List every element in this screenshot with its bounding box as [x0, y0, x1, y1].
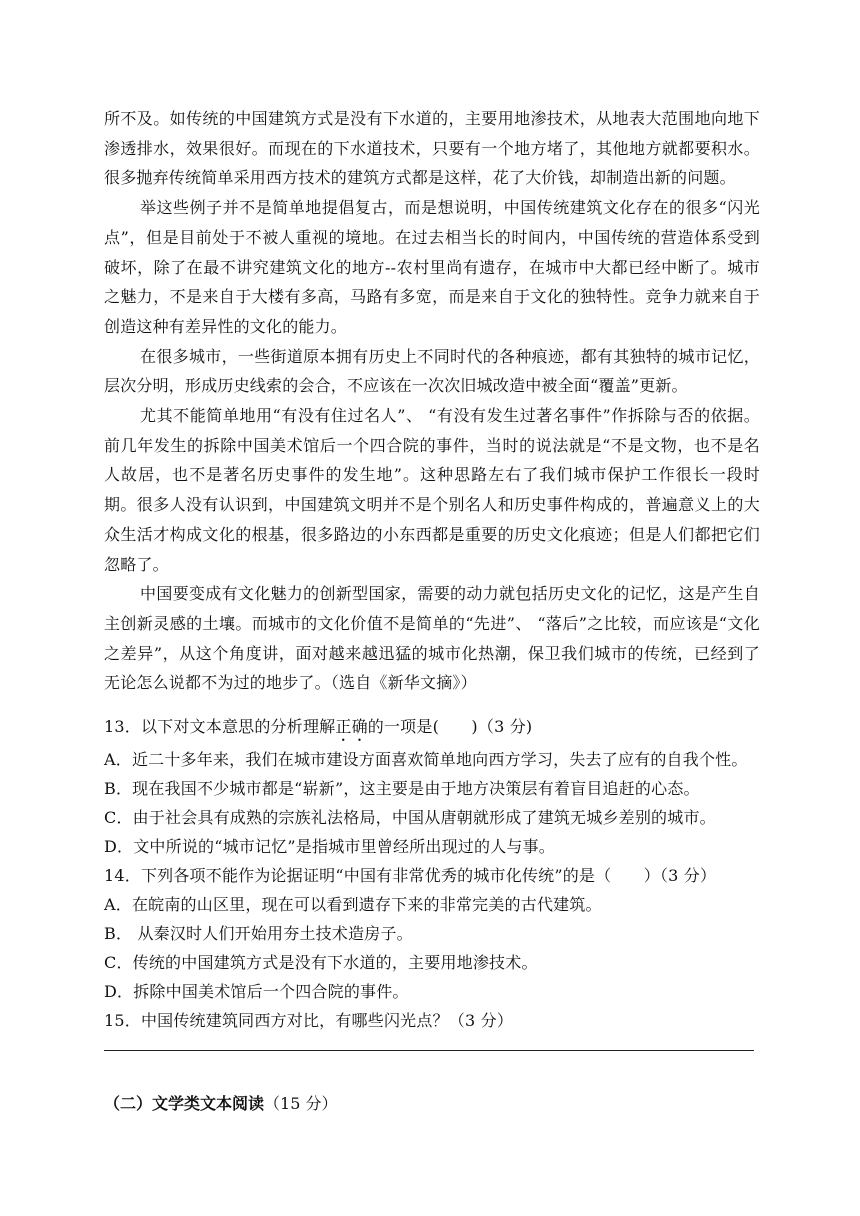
question-13-option-d: D．文中所说的“城市记忆”是指城市里曾经所出现过的人与事。	[104, 837, 555, 856]
passage-paragraph: 所不及。如传统的中国建筑方式是没有下水道的，主要用地渗技术，从地表大范围地向地下渗透排水，效果很好。而现在的下水道技术，只要有一个地方堵了，其他地方就都要积水。很多抛弃传统简单采用西方技术的建筑方式都是这样，花了大价钱，却制造出新的问题。	[104, 109, 760, 188]
passage-paragraph: 中国要变成有文化魅力的创新型国家，需要的动力就包括历史文化的记忆，这是产生自主创新灵感的土壤。而城市的文化价值不是简单的“先进”、 “落后”之比较，而应该是“文化之差异”，从这个角度讲，面对越来越迅猛的城市化热潮，保卫我们城市的传统，已经到了无论怎么说都不为过的地步了。（选自《新华文摘》）	[104, 584, 760, 693]
section-score: （15 分）	[264, 1094, 338, 1113]
question-14-stem: 14．下列各项不能作为论据证明“中国有非常优秀的城市化传统”的是（ ）（3 分）	[104, 866, 717, 885]
question-14-option-d: D．拆除中国美术馆后一个四合院的事件。	[104, 982, 409, 1001]
question-13-option-b: B．现在我国不少城市都是“崭新”，这主要是由于地方决策层有着盲目追赶的心态。	[104, 779, 700, 798]
question-14-option-c: C．传统的中国建筑方式是没有下水道的，主要用地渗技术。	[104, 953, 538, 972]
question-13-stem-text: 13．以下对文本意思的分析理解	[104, 717, 336, 736]
question-14-option-a: A．在皖南的山区里，现在可以看到遗存下来的非常完美的古代建筑。	[104, 895, 602, 914]
section-title-text: （二）文学类文本阅读	[104, 1094, 265, 1113]
passage-paragraph: 尤其不能简单地用“有没有住过名人”、 “有没有发生过著名事件”作拆除与否的依据。前几年发生的拆除中国美术馆后一个四合院的事件，当时的说法就是“不是文物，也不是名人故居，也不是著名历史事件的发生地”。这种思路左右了我们城市保护工作很长一段时期。很多人没有认识到，中国建筑文明并不是个别名人和历史事件构成的，普遍意义上的大众生活才构成文化的根基，很多路边的小东西都是重要的历史文化痕迹；但是人们都把它们忽略了。	[104, 406, 760, 574]
question-13-option-c: C．由于社会具有成熟的宗族礼法格局，中国从唐朝就形成了建筑无城乡差别的城市。	[104, 808, 716, 827]
answer-line	[104, 1050, 754, 1051]
question-list	[104, 712, 760, 1035]
question-14-option-b: B． 从秦汉时人们开始用夯土技术造房子。	[104, 924, 413, 943]
question-15-stem: 15．中国传统建筑同西方对比，有哪些闪光点？（3 分）	[104, 1011, 514, 1030]
emphasis-marked-text: 正确	[335, 717, 368, 736]
passage-paragraph: 举这些例子并不是简单地提倡复古，而是想说明，中国传统建筑文化存在的很多“闪光点”，但是目前处于不被人重视的境地。在过去相当长的时间内，中国传统的营造体系受到破坏，除了在最不讲究建筑文化的地方--农村里尚有遗存，在城市中大都已经中断了。城市之魅力，不是来自于大楼有多高，马路有多宽，而是来自于文化的独特性。竞争力就来自于创造这种有差异性的文化的能力。	[104, 198, 760, 336]
reading-passage	[104, 104, 760, 698]
passage-paragraph: 在很多城市，一些街道原本拥有历史上不同时代的各种痕迹，都有其独特的城市记忆，层次分明，形成历史线索的会合，不应该在一次次旧城改造中被全面“覆盖”更新。	[104, 346, 760, 396]
question-13-stem	[104, 712, 760, 745]
question-13-stem-score: 的一项是( )（3 分)	[367, 717, 533, 736]
section-heading	[104, 1092, 337, 1116]
question-13-option-a: A．近二十多年来，我们在城市建设方面喜欢简单地向西方学习，失去了应有的自我个性。	[104, 750, 748, 769]
